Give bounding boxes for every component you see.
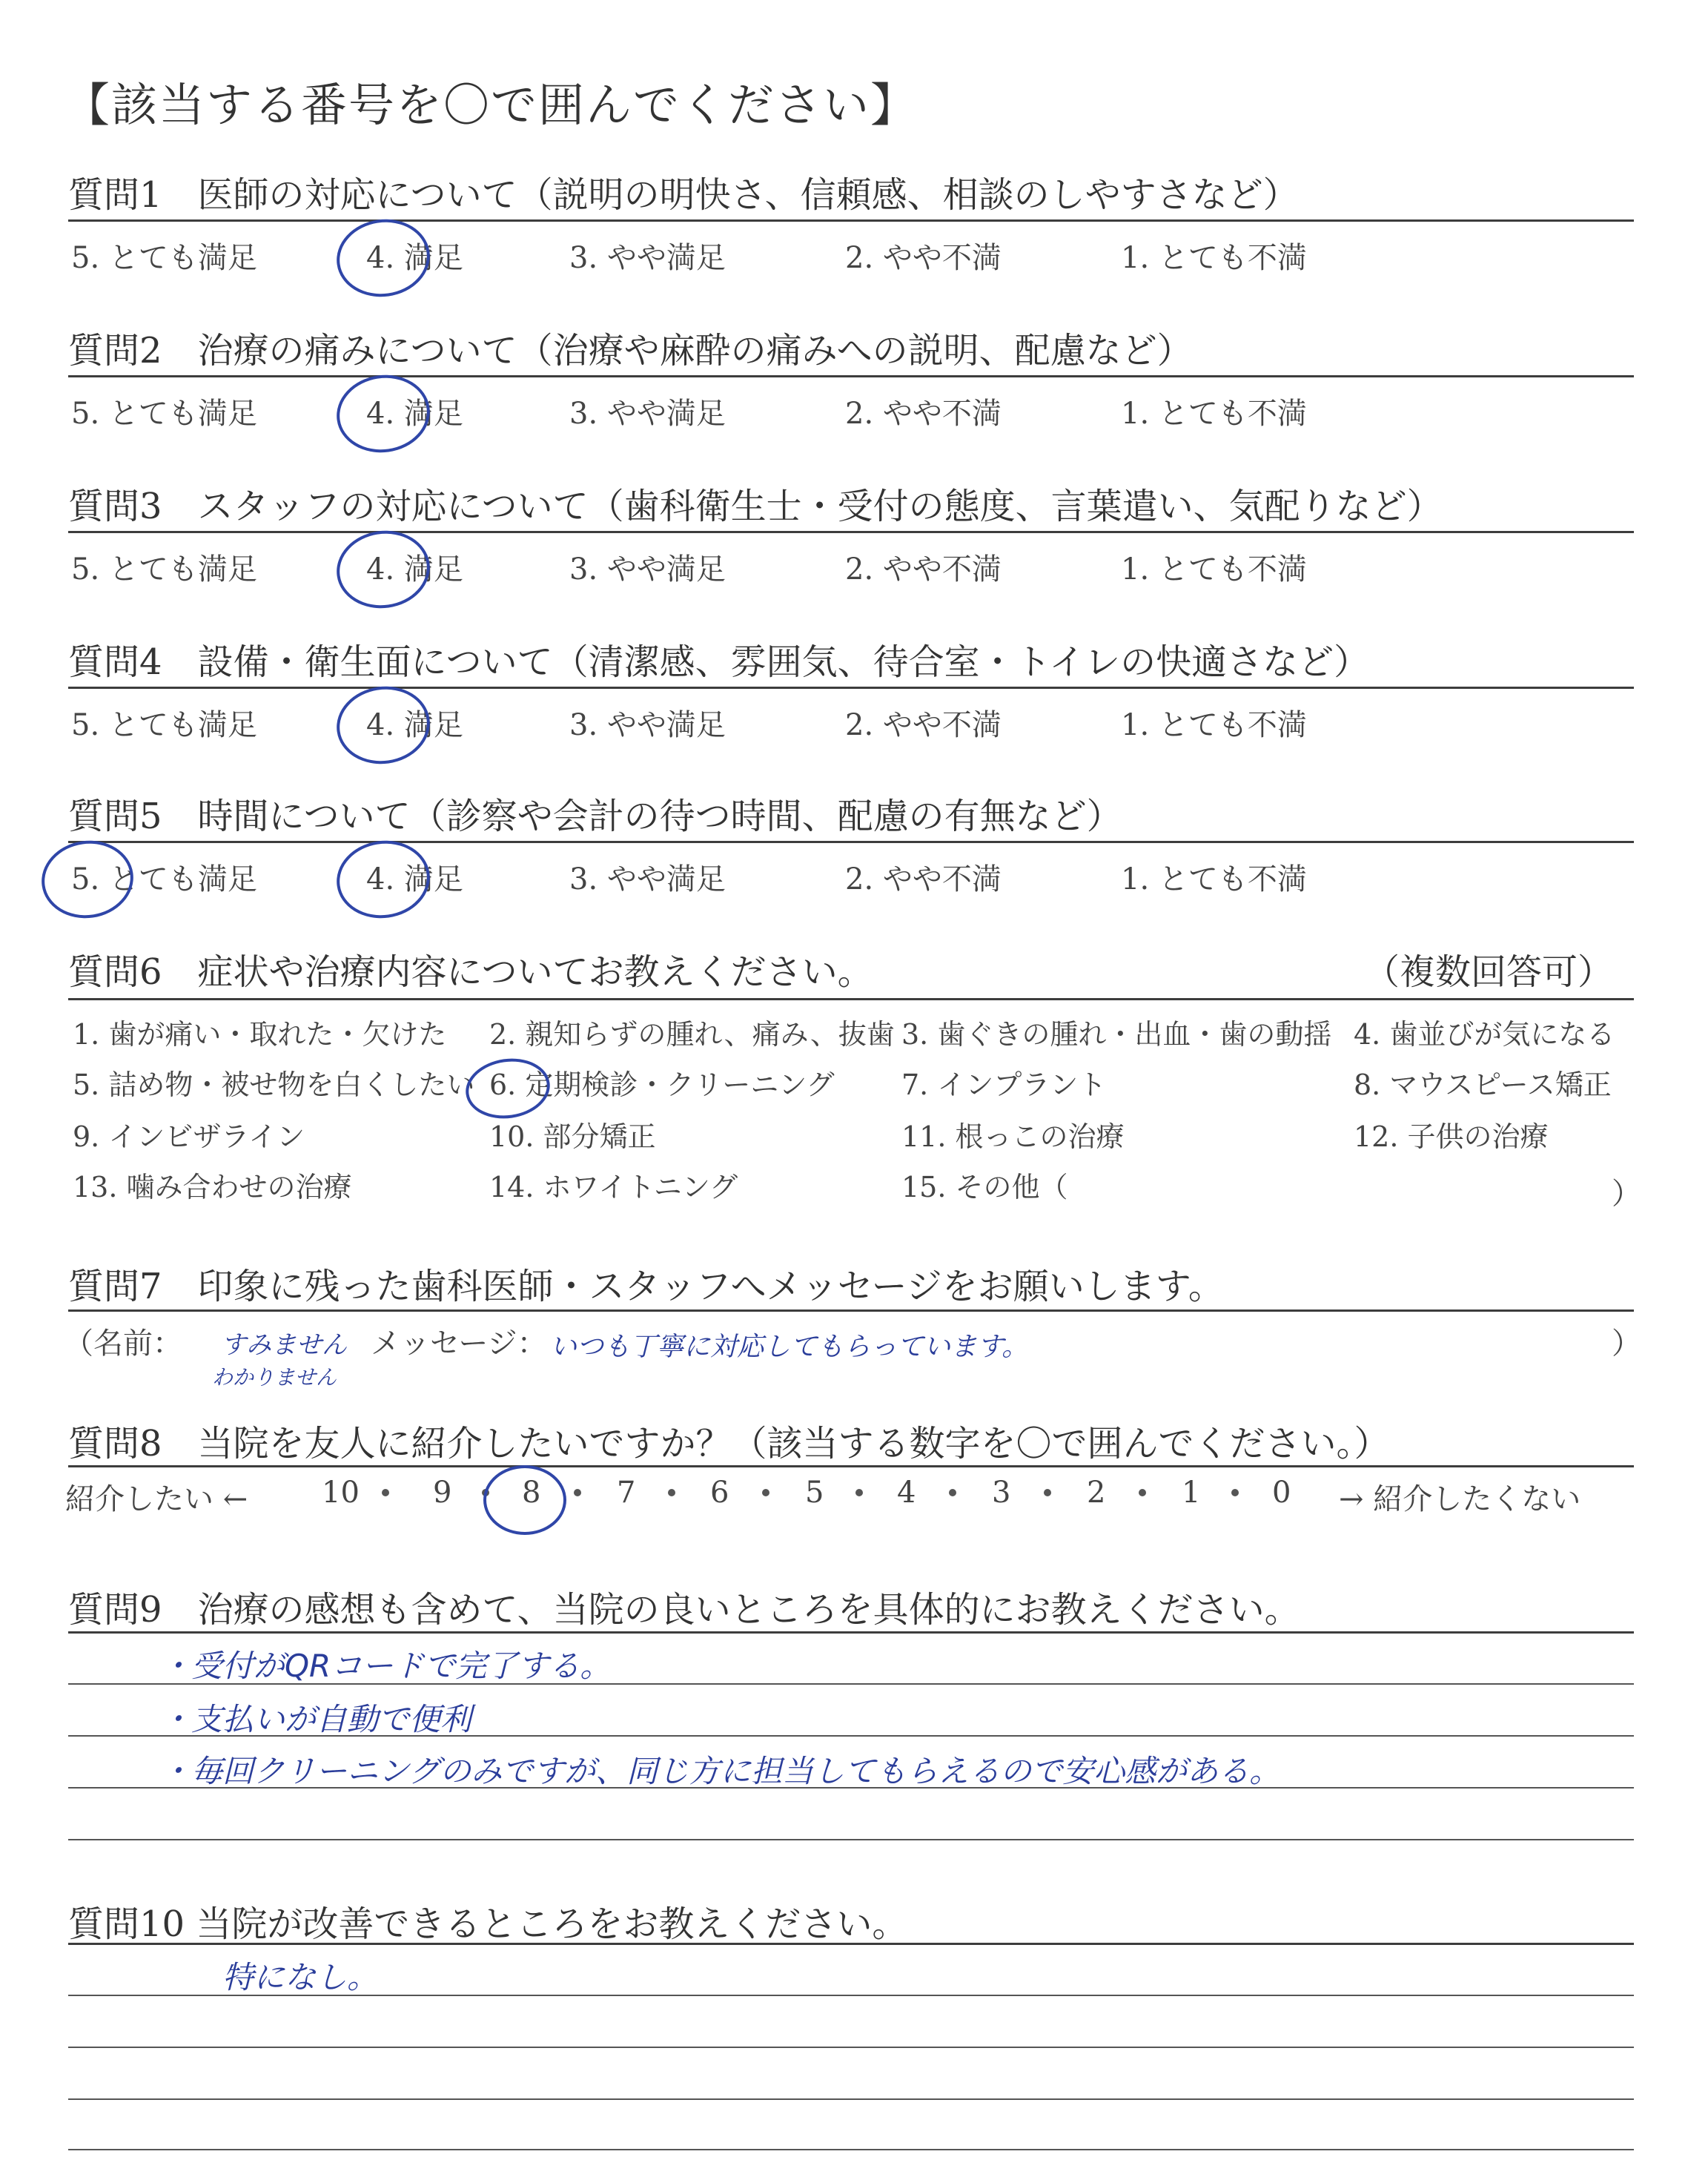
q8-scale-3[interactable]: 3 xyxy=(992,1476,1011,1510)
q4-underline xyxy=(68,687,1634,689)
q5-option-3[interactable]: 3. やや満足 xyxy=(569,862,726,896)
q8-scale-0[interactable]: 0 xyxy=(1272,1476,1291,1510)
q10-rule xyxy=(68,2149,1634,2150)
q4-option-1[interactable]: 1. とても不満 xyxy=(1121,708,1307,742)
q6-option-10[interactable]: 10. 部分矯正 xyxy=(489,1120,656,1153)
q6-option-5[interactable]: 5. 詰め物・被せ物を白くしたい xyxy=(73,1069,475,1101)
q4-option-2[interactable]: 2. やや不満 xyxy=(845,708,1002,742)
q8-scale-separator xyxy=(1139,1489,1146,1496)
q7-title: 質問7 印象に残った歯科医師・スタッフへメッセージをお願いします。 xyxy=(68,1266,1224,1307)
q8-scale-7[interactable]: 7 xyxy=(617,1476,636,1510)
q6-option-14[interactable]: 14. ホワイトニング xyxy=(489,1171,738,1203)
q8-scale-separator xyxy=(574,1489,581,1496)
q1-option-2[interactable]: 2. やや不満 xyxy=(845,241,1002,275)
q2-option-3[interactable]: 3. やや満足 xyxy=(569,397,726,431)
q2-underline xyxy=(68,375,1634,377)
q3-selection-circle xyxy=(331,525,434,615)
q1-option-1[interactable]: 1. とても不満 xyxy=(1121,241,1307,275)
q4-title: 質問4 設備・衛生面について（清潔感、雰囲気、待合室・トイレの快適さなど） xyxy=(68,641,1370,683)
q8-scale-separator xyxy=(1231,1489,1239,1496)
q8-scale-2[interactable]: 2 xyxy=(1087,1476,1106,1510)
q3-title: 質問3 スタッフの対応について（歯科衛生士・受付の態度、言葉遣い、気配りなど） xyxy=(68,486,1443,527)
q8-left-label: 紹介したい ← xyxy=(65,1482,248,1516)
q2-option-2[interactable]: 2. やや不満 xyxy=(845,397,1002,431)
q4-selection-circle xyxy=(331,681,434,770)
q6-title: 質問6 症状や治療内容についてお教えください。 xyxy=(68,951,873,993)
q4-option-5[interactable]: 5. とても満足 xyxy=(71,708,257,742)
q6-other-close: ） xyxy=(1612,1177,1641,1211)
q6-underline xyxy=(68,998,1634,1000)
q5-selection-circle xyxy=(36,835,138,924)
q5-selection-circle xyxy=(331,835,434,925)
q2-title: 質問2 治療の痛みについて（治療や麻酔の痛みへの説明、配慮など） xyxy=(68,330,1193,371)
q8-scale-1[interactable]: 1 xyxy=(1182,1476,1201,1510)
q9-rule xyxy=(68,1839,1634,1840)
q6-option-2[interactable]: 2. 親知らずの腫れ、痛み、抜歯 xyxy=(489,1018,895,1051)
q8-scale-separator xyxy=(1044,1489,1051,1496)
q8-scale-5[interactable]: 5 xyxy=(805,1476,824,1510)
q9-underline xyxy=(68,1631,1634,1634)
q7-message-label: メッセージ： xyxy=(371,1327,547,1361)
q7-close-paren: ） xyxy=(1612,1327,1641,1361)
q2-option-4[interactable]: 4. 満足 xyxy=(366,397,463,431)
q8-selection-circle xyxy=(483,1465,566,1535)
q8-scale-8[interactable]: 8 xyxy=(522,1476,541,1510)
q6-option-13[interactable]: 13. 噛み合わせの治療 xyxy=(73,1171,352,1203)
q1-underline xyxy=(68,219,1634,222)
q7-name-value-2: わかりません xyxy=(212,1365,337,1390)
q6-option-8[interactable]: 8. マウスピース矯正 xyxy=(1354,1069,1612,1101)
q1-option-3[interactable]: 3. やや満足 xyxy=(569,241,726,275)
q3-option-3[interactable]: 3. やや満足 xyxy=(569,552,726,587)
q8-underline xyxy=(68,1465,1634,1467)
q8-scale-separator xyxy=(382,1489,389,1496)
q6-note: （複数回答可） xyxy=(1364,951,1614,993)
q9-answer-3: ・毎回クリーニングのみですが、同じ方に担当してもらえるので安心感がある。 xyxy=(160,1753,1281,1789)
q6-option-7[interactable]: 7. インプラント xyxy=(901,1069,1107,1101)
q1-selection-circle xyxy=(331,214,434,303)
q2-option-5[interactable]: 5. とても満足 xyxy=(71,397,257,431)
q4-option-4[interactable]: 4. 満足 xyxy=(366,708,463,742)
q1-option-4[interactable]: 4. 満足 xyxy=(366,241,463,275)
form-heading: 【該当する番号を〇で囲んでください】 xyxy=(64,78,918,132)
q10-underline xyxy=(68,1943,1634,1945)
q5-underline xyxy=(68,841,1634,843)
q8-scale-10[interactable]: 10 xyxy=(322,1476,360,1510)
q3-option-2[interactable]: 2. やや不満 xyxy=(845,552,1002,587)
q1-option-5[interactable]: 5. とても満足 xyxy=(71,241,257,275)
q3-option-1[interactable]: 1. とても不満 xyxy=(1121,552,1307,587)
q6-option-6[interactable]: 6. 定期検診・クリーニング xyxy=(489,1069,835,1101)
q8-title: 質問8 当院を友人に紹介したいですか？（該当する数字を〇で囲んでください。） xyxy=(68,1423,1390,1464)
q9-answer-1: ・受付がQRコードで完了する。 xyxy=(160,1648,612,1684)
q7-name-value: すみません xyxy=(221,1330,347,1360)
q7-underline xyxy=(68,1309,1634,1312)
q7-name-label: （名前： xyxy=(64,1327,182,1361)
q10-rule xyxy=(68,2047,1634,2048)
q8-scale-separator xyxy=(762,1489,769,1496)
q5-title: 質問5 時間について（診察や会計の待つ時間、配慮の有無など） xyxy=(68,796,1122,837)
q10-title: 質問10 当院が改善できるところをお教えください。 xyxy=(68,1903,908,1945)
q3-underline xyxy=(68,531,1634,533)
q2-selection-circle xyxy=(331,369,434,459)
q9-answer-2: ・支払いが自動で便利 xyxy=(160,1701,472,1737)
q10-rule xyxy=(68,2098,1634,2100)
q7-message-value: いつも丁寧に対応してもらっています。 xyxy=(550,1332,1029,1362)
q6-option-12[interactable]: 12. 子供の治療 xyxy=(1354,1120,1549,1153)
q8-scale-9[interactable]: 9 xyxy=(433,1476,452,1510)
q8-scale-separator xyxy=(668,1489,675,1496)
q8-scale-6[interactable]: 6 xyxy=(710,1476,729,1510)
q10-answer-1: 特になし。 xyxy=(222,1959,379,1995)
q8-scale-separator xyxy=(855,1489,863,1496)
q6-option-4[interactable]: 4. 歯並びが気になる xyxy=(1354,1018,1615,1051)
q6-option-11[interactable]: 11. 根っこの治療 xyxy=(901,1120,1125,1153)
q3-option-5[interactable]: 5. とても満足 xyxy=(71,552,257,587)
q5-option-4[interactable]: 4. 満足 xyxy=(366,862,463,896)
q6-option-9[interactable]: 9. インビザライン xyxy=(73,1120,305,1153)
q5-option-1[interactable]: 1. とても不満 xyxy=(1121,862,1307,896)
q8-right-label: → 紹介したくない xyxy=(1339,1482,1581,1516)
q8-scale-4[interactable]: 4 xyxy=(897,1476,916,1510)
q5-option-2[interactable]: 2. やや不満 xyxy=(845,862,1002,896)
q6-option-15[interactable]: 15. その他（ xyxy=(901,1171,1068,1203)
q6-option-1[interactable]: 1. 歯が痛い・取れた・欠けた xyxy=(73,1018,447,1051)
q4-option-3[interactable]: 3. やや満足 xyxy=(569,708,726,742)
q9-title: 質問9 治療の感想も含めて、当院の良いところを具体的にお教えください。 xyxy=(68,1589,1300,1631)
q8-scale-separator xyxy=(949,1489,956,1496)
q6-option-3[interactable]: 3. 歯ぐきの腫れ・出血・歯の動揺 xyxy=(901,1018,1332,1051)
q1-title: 質問1 医師の対応について（説明の明快さ、信頼感、相談のしやすさなど） xyxy=(68,174,1299,216)
q3-option-4[interactable]: 4. 満足 xyxy=(366,552,463,587)
q5-option-5[interactable]: 5. とても満足 xyxy=(71,862,257,896)
q2-option-1[interactable]: 1. とても不満 xyxy=(1121,397,1307,431)
